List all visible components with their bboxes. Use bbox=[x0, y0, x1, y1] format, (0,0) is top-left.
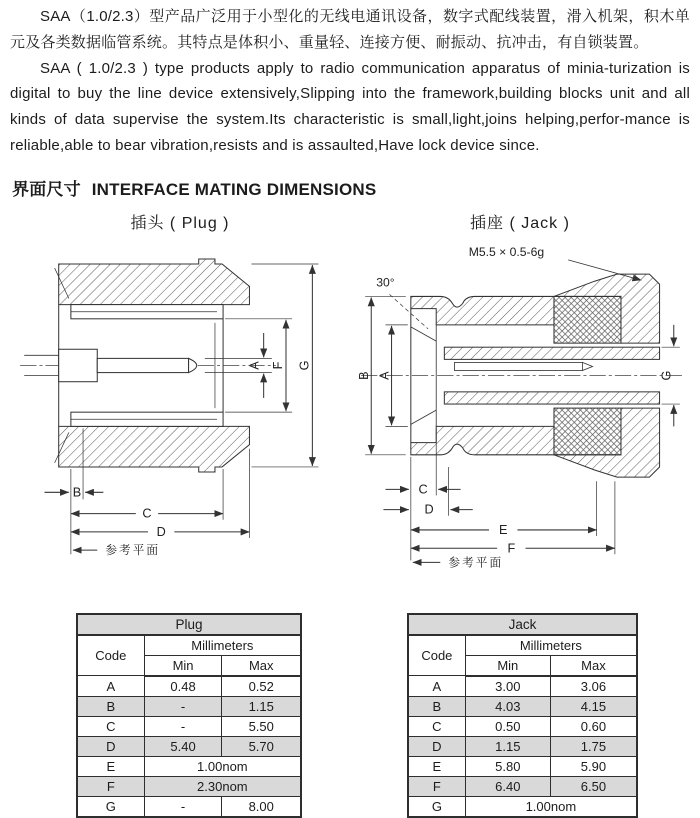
min-cell: 5.40 bbox=[144, 736, 222, 756]
max-cell: 5.50 bbox=[222, 716, 301, 736]
code-cell: F bbox=[408, 776, 465, 796]
plug-reference-plane-label: 参考平面 bbox=[105, 543, 161, 557]
code-cell: C bbox=[77, 716, 144, 736]
jack-inner-contact bbox=[454, 362, 582, 370]
min-cell: - bbox=[144, 796, 222, 817]
max-cell: 8.00 bbox=[222, 796, 301, 817]
table-row bbox=[77, 716, 301, 736]
intro-paragraph-cn: SAA（1.0/2.3）型产品广泛用于小型化的无线电通讯设备，数字式配线装置，滑入机架，积木单元及各类数据临管系统。其特点是体积小、重量轻、连接方便、耐振动、抗冲击，有自锁装置。 bbox=[10, 8, 690, 51]
diagram-labels bbox=[10, 210, 690, 233]
plug-dim-a-label: A bbox=[247, 361, 262, 370]
min-cell: 0.48 bbox=[144, 676, 222, 697]
plug-dim-d-label: D bbox=[156, 524, 166, 539]
plug-pin-holder bbox=[59, 349, 98, 381]
max-cell: 5.70 bbox=[222, 736, 301, 756]
intro-paragraph-en: SAA ( 1.0/2.3 ) type products apply to radio communication apparatus of minia-turization is digital to buy the line device extensively,Slipping into the framework,building blocks unit and all kinds of data supervise the system.Its characteristic is small,light,joins helping,perfor-mance is reliable,able to bear vibration,resists and is assaulted,Have lock device since. bbox=[10, 59, 690, 154]
table-title: Plug bbox=[77, 614, 301, 635]
table-row bbox=[408, 776, 637, 796]
table-row bbox=[408, 696, 637, 716]
plug-bottom-wall bbox=[59, 426, 250, 472]
max-cell: 4.15 bbox=[550, 696, 637, 716]
jack-dim-g-label: G bbox=[659, 370, 674, 381]
jack-dim-f-label: F bbox=[507, 541, 516, 556]
min-cell: 0.50 bbox=[465, 716, 550, 736]
code-cell: F bbox=[77, 776, 144, 796]
jack-insulator-bottom bbox=[554, 408, 621, 455]
max-header: Max bbox=[222, 655, 301, 676]
table-row bbox=[408, 716, 637, 736]
code-cell: C bbox=[408, 716, 465, 736]
table-row bbox=[77, 736, 301, 756]
jack-spec-table bbox=[407, 613, 638, 818]
jack-dim-b-label: B bbox=[357, 371, 372, 380]
plug-dim-g-label: G bbox=[297, 360, 312, 371]
jack-diagram-label: 插座 ( Jack ) bbox=[470, 214, 570, 232]
code-cell: E bbox=[77, 756, 144, 776]
min-cell: 3.00 bbox=[465, 676, 550, 697]
unit-header: Millimeters bbox=[465, 635, 637, 656]
max-cell: 1.75 bbox=[550, 736, 637, 756]
min-cell: 4.03 bbox=[465, 696, 550, 716]
jack-top-shell bbox=[411, 296, 554, 324]
value-cell: 1.00nom bbox=[465, 796, 637, 817]
jack-dim-e-label: E bbox=[498, 522, 508, 537]
table-row bbox=[77, 796, 301, 817]
jack-thread-note: M5.5 × 0.5-6g bbox=[468, 244, 545, 259]
max-cell: 0.60 bbox=[550, 716, 637, 736]
code-cell: A bbox=[408, 676, 465, 697]
section-heading-cn: 界面尺寸 bbox=[12, 179, 81, 199]
value-cell: 1.00nom bbox=[144, 756, 301, 776]
code-cell: B bbox=[77, 696, 144, 716]
table-header-row bbox=[77, 635, 301, 656]
value-cell: 2.30nom bbox=[144, 776, 301, 796]
code-cell: A bbox=[77, 676, 144, 697]
jack-tube-bottom-wall bbox=[444, 392, 659, 404]
code-cell: G bbox=[77, 796, 144, 817]
plug-diagram-label: 插头 ( Plug ) bbox=[130, 214, 230, 232]
min-header: Min bbox=[465, 655, 550, 676]
min-cell: - bbox=[144, 716, 222, 736]
plug-center-pin bbox=[97, 358, 188, 372]
table-row bbox=[408, 796, 637, 817]
plug-dim-f-label: F bbox=[270, 361, 285, 370]
unit-header: Millimeters bbox=[144, 635, 301, 656]
table-row bbox=[77, 776, 301, 796]
code-cell: B bbox=[408, 696, 465, 716]
table-row bbox=[77, 756, 301, 776]
code-header: Code bbox=[77, 635, 144, 676]
min-cell: 1.15 bbox=[465, 736, 550, 756]
plug-top-wall bbox=[59, 259, 250, 305]
spec-tables-row bbox=[10, 613, 690, 818]
min-header: Min bbox=[144, 655, 222, 676]
table-header-row bbox=[408, 635, 637, 656]
jack-insulator-top bbox=[554, 296, 621, 343]
plug-pin-tip bbox=[189, 358, 197, 372]
jack-tube-top-wall bbox=[444, 347, 659, 359]
section-heading bbox=[12, 175, 690, 200]
table-row bbox=[77, 696, 301, 716]
jack-chamfer-line bbox=[411, 327, 436, 341]
plug-cross-section-diagram bbox=[10, 233, 355, 569]
max-cell: 5.90 bbox=[550, 756, 637, 776]
max-cell: 3.06 bbox=[550, 676, 637, 697]
min-cell: 6.40 bbox=[465, 776, 550, 796]
plug-dim-c-label: C bbox=[142, 506, 152, 521]
table-row bbox=[408, 736, 637, 756]
section-heading-en: INTERFACE MATING DIMENSIONS bbox=[91, 179, 377, 199]
jack-dim-a-label: A bbox=[377, 371, 392, 380]
code-header: Code bbox=[408, 635, 465, 676]
code-cell: E bbox=[408, 756, 465, 776]
jack-dim-c-label: C bbox=[418, 482, 428, 497]
code-cell: D bbox=[408, 736, 465, 756]
table-row bbox=[77, 676, 301, 697]
plug-spec-table bbox=[76, 613, 302, 818]
code-cell: D bbox=[77, 736, 144, 756]
max-cell: 1.15 bbox=[222, 696, 301, 716]
table-title-row bbox=[408, 614, 637, 635]
min-cell: 5.80 bbox=[465, 756, 550, 776]
jack-cross-section-diagram bbox=[355, 233, 690, 569]
table-title-row bbox=[77, 614, 301, 635]
jack-dim-d-label: D bbox=[424, 502, 434, 517]
diagrams-row bbox=[10, 233, 690, 569]
jack-angle-note: 30° bbox=[376, 275, 395, 290]
code-cell: G bbox=[408, 796, 465, 817]
max-cell: 0.52 bbox=[222, 676, 301, 697]
jack-reference-plane-label: 参考平面 bbox=[448, 556, 504, 569]
jack-bottom-shell bbox=[411, 426, 554, 454]
plug-dim-b-label: B bbox=[72, 485, 82, 500]
jack-chamfer-line bbox=[411, 410, 436, 424]
table-row bbox=[408, 676, 637, 697]
table-title: Jack bbox=[408, 614, 637, 635]
jack-contact-tip bbox=[582, 362, 592, 370]
table-row bbox=[408, 756, 637, 776]
min-cell: - bbox=[144, 696, 222, 716]
max-cell: 6.50 bbox=[550, 776, 637, 796]
max-header: Max bbox=[550, 655, 637, 676]
